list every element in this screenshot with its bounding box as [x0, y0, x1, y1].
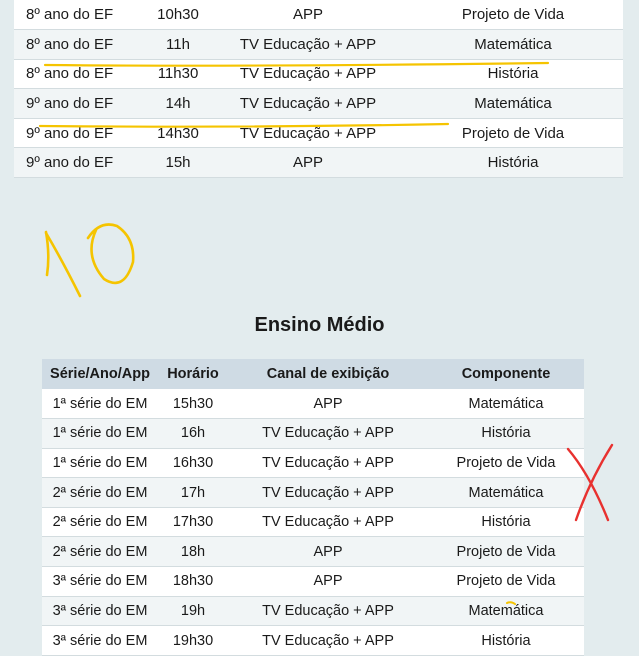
ef-table-body	[14, 0, 623, 178]
cell-horario: 14h30	[143, 118, 213, 148]
table-row	[42, 448, 584, 478]
cell-canal: TV Educação + APP	[228, 419, 428, 449]
cell-canal: TV Educação + APP	[228, 596, 428, 626]
table-row	[14, 0, 623, 30]
cell-canal: APP	[228, 567, 428, 597]
cell-serie: 8º ano do EF	[14, 0, 143, 30]
cell-componente: Matemática	[403, 89, 623, 119]
cell-horario: 11h30	[143, 59, 213, 89]
header-componente: Componente	[428, 359, 584, 389]
cell-horario: 18h30	[158, 567, 228, 597]
table-row	[14, 59, 623, 89]
header-serie: Série/Ano/App	[42, 359, 158, 389]
cell-canal: APP	[213, 148, 403, 178]
cell-horario: 16h	[158, 419, 228, 449]
table-row	[42, 478, 584, 508]
cell-canal: TV Educação + APP	[213, 30, 403, 60]
cell-componente: Matemática	[403, 30, 623, 60]
em-table-header	[42, 359, 584, 389]
cell-serie: 3ª série do EM	[42, 567, 158, 597]
cell-serie: 9º ano do EF	[14, 89, 143, 119]
cell-componente: Projeto de Vida	[403, 118, 623, 148]
header-row	[42, 359, 584, 389]
cell-componente: Projeto de Vida	[428, 567, 584, 597]
cell-horario: 19h30	[158, 626, 228, 656]
cell-componente: Matemática	[428, 596, 584, 626]
cell-componente: Matemática	[428, 389, 584, 419]
cell-componente: História	[428, 419, 584, 449]
cell-serie: 2ª série do EM	[42, 507, 158, 537]
table-row	[42, 596, 584, 626]
cell-componente: Projeto de Vida	[428, 448, 584, 478]
cell-canal: APP	[228, 389, 428, 419]
cell-serie: 8º ano do EF	[14, 30, 143, 60]
cell-canal: TV Educação + APP	[228, 507, 428, 537]
table-row	[42, 507, 584, 537]
table-row	[42, 626, 584, 656]
cell-horario: 17h	[158, 478, 228, 508]
cell-componente: Matemática	[428, 478, 584, 508]
cell-componente: Projeto de Vida	[403, 0, 623, 30]
cell-horario: 11h	[143, 30, 213, 60]
cell-serie: 1ª série do EM	[42, 448, 158, 478]
cell-horario: 19h	[158, 596, 228, 626]
cell-canal: TV Educação + APP	[213, 118, 403, 148]
em-table-body	[42, 389, 584, 655]
cell-canal: TV Educação + APP	[213, 89, 403, 119]
cell-canal: TV Educação + APP	[228, 448, 428, 478]
cell-canal: APP	[228, 537, 428, 567]
em-schedule-table	[42, 359, 584, 656]
cell-serie: 3ª série do EM	[42, 596, 158, 626]
cell-canal: APP	[213, 0, 403, 30]
header-horario: Horário	[158, 359, 228, 389]
ef-schedule-table	[14, 0, 623, 178]
cell-horario: 16h30	[158, 448, 228, 478]
cell-horario: 17h30	[158, 507, 228, 537]
cell-horario: 14h	[143, 89, 213, 119]
handwritten-one	[46, 232, 80, 296]
cell-serie: 1ª série do EM	[42, 389, 158, 419]
table-row	[42, 567, 584, 597]
handwritten-zero	[88, 225, 133, 283]
cell-serie: 2ª série do EM	[42, 537, 158, 567]
cell-componente: História	[428, 507, 584, 537]
table-row	[14, 148, 623, 178]
table-row	[14, 118, 623, 148]
cell-horario: 18h	[158, 537, 228, 567]
table-row	[14, 30, 623, 60]
cell-canal: TV Educação + APP	[228, 478, 428, 508]
header-canal: Canal de exibição	[228, 359, 428, 389]
cell-serie: 2ª série do EM	[42, 478, 158, 508]
cell-canal: TV Educação + APP	[228, 626, 428, 656]
cell-serie: 1ª série do EM	[42, 419, 158, 449]
cell-componente: História	[403, 148, 623, 178]
cell-componente: Projeto de Vida	[428, 537, 584, 567]
table-row	[42, 389, 584, 419]
table-row	[42, 419, 584, 449]
table-row	[42, 537, 584, 567]
cell-horario: 15h	[143, 148, 213, 178]
cell-componente: História	[428, 626, 584, 656]
cell-canal: TV Educação + APP	[213, 59, 403, 89]
cell-serie: 3ª série do EM	[42, 626, 158, 656]
section-title-ensino-medio: Ensino Médio	[254, 314, 385, 336]
table-row	[14, 89, 623, 119]
cell-horario: 10h30	[143, 0, 213, 30]
cell-componente: História	[403, 59, 623, 89]
cell-horario: 15h30	[158, 389, 228, 419]
cell-serie: 8º ano do EF	[14, 59, 143, 89]
cell-serie: 9º ano do EF	[14, 148, 143, 178]
cell-serie: 9º ano do EF	[14, 118, 143, 148]
